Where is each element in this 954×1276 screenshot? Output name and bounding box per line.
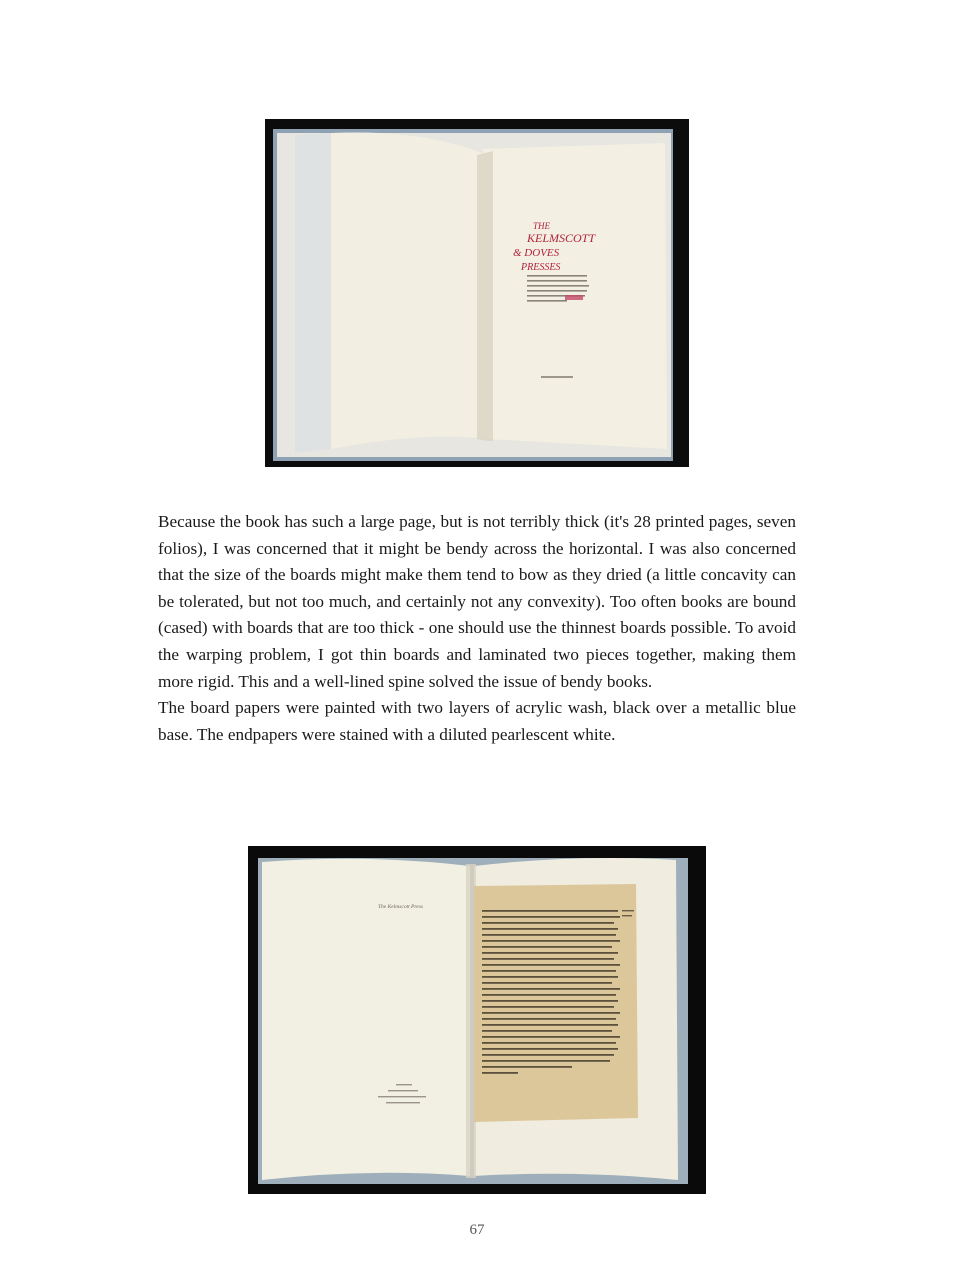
left-page	[262, 859, 470, 1180]
title-line: KELMSCOTT	[527, 231, 596, 245]
page-number: 67	[469, 1222, 485, 1238]
title-line: PRESSES	[521, 262, 561, 273]
tipped-in-leaf	[474, 884, 638, 1122]
tipped-in-leaf-photo	[248, 846, 706, 1194]
paragraph: The board papers were painted with two layers of acrylic wash, black over a metallic blue base. The endpapers were stained with a diluted pearlescent white.	[158, 698, 796, 744]
title-line: & DOVES	[513, 247, 560, 259]
title-line: THE	[533, 221, 551, 231]
paragraph: Because the book has such a large page, but is not terribly thick (it's 28 printed pages, seven folios), I was concerned that it might be bendy across the horizontal. I was also concerned that the size of the boards might make them tend to bow as they dried (a little concavity can be tolerated, but not too much, and certainly not any convexity). Too often books are bound (cased) with boards that are too thick - one should use the thinnest boards possible. To avoid the warping problem, I got thin boards and laminated two pieces together, making them more rigid. This and a well-lined spine solved the issue of bendy books.	[158, 512, 796, 691]
left-page	[331, 132, 487, 449]
title-page-photo	[265, 119, 689, 467]
open-book-illustration	[265, 119, 689, 467]
open-book-illustration	[248, 846, 706, 1194]
imprint-line	[541, 376, 573, 378]
left-page-heading: The Kelmscott Press	[378, 904, 424, 910]
body-text	[158, 509, 796, 748]
